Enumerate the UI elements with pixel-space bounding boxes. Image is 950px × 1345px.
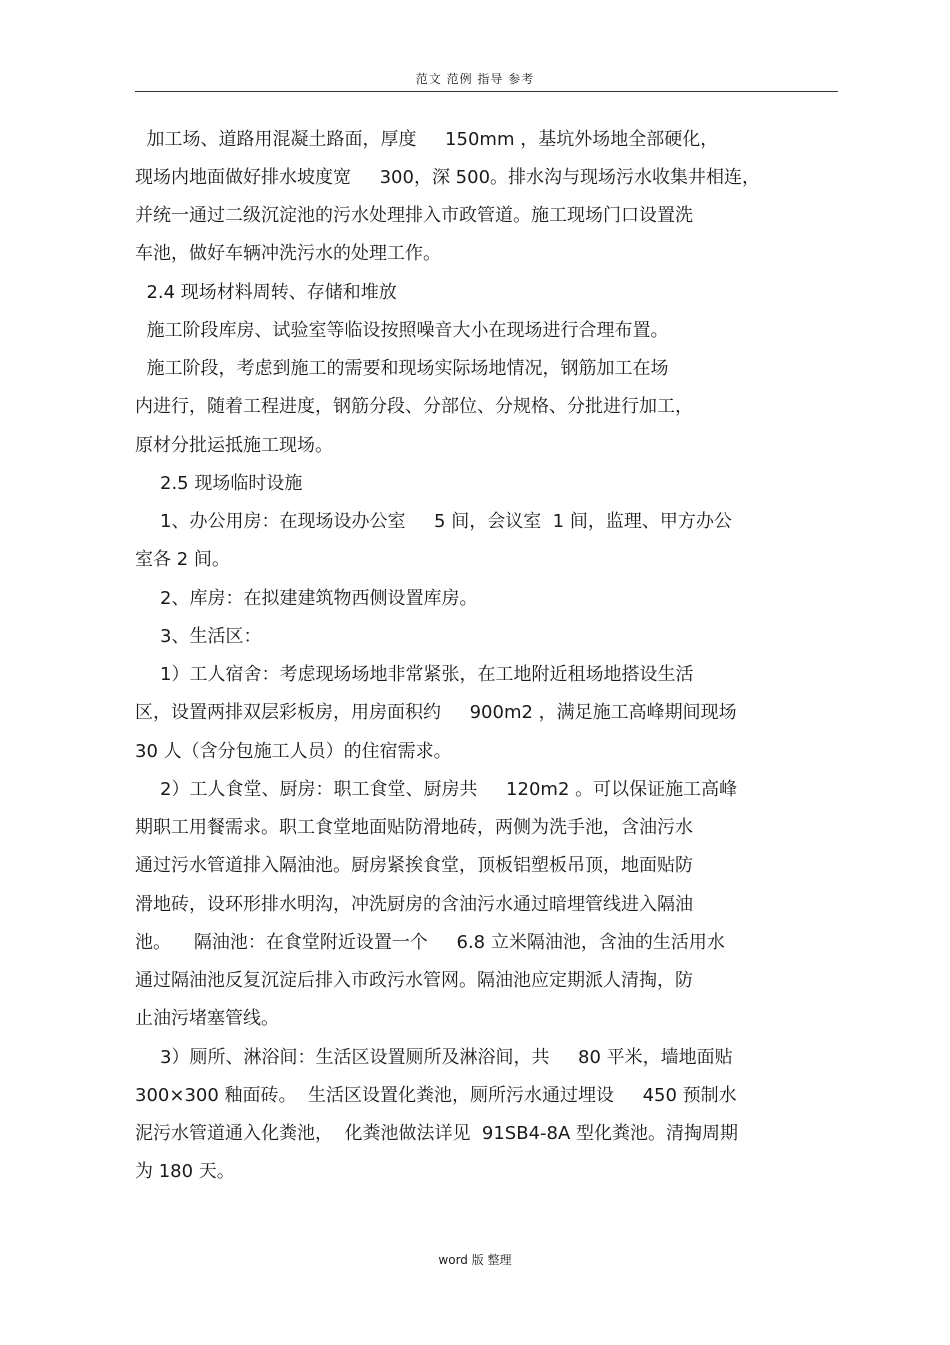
body-line: 1、办公用房：在现场设办公室 5 间，会议室 1 间，监理、甲方办公 [160, 511, 732, 532]
body-line: 车池，做好车辆冲洗污水的处理工作。 [135, 243, 441, 264]
body-line: 内进行，随着工程进度，钢筋分段、分部位、分规格、分批进行加工， [135, 396, 693, 417]
body-line: 通过隔油池反复沉淀后排入市政污水管网。隔油池应定期派人清掏，防 [135, 970, 693, 991]
section-heading-2-4: 2.4 现场材料周转、存储和堆放 [135, 282, 397, 303]
body-line: 3）厕所、淋浴间：生活区设置厕所及淋浴间，共 80 平米，墙地面贴 [160, 1047, 733, 1068]
body-line: 2）工人食堂、厨房：职工食堂、厨房共 120m2 。可以保证施工高峰 [160, 779, 738, 800]
body-line: 现场内地面做好排水坡度宽 300，深 500。排水沟与现场污水收集井相连， [135, 167, 761, 188]
body-line: 通过污水管道排入隔油池。厨房紧挨食堂，顶板铝塑板吊顶，地面贴防 [135, 855, 693, 876]
body-line: 为 180 天。 [135, 1161, 235, 1182]
body-line: 30 人（含分包施工人员）的住宿需求。 [135, 741, 452, 762]
body-line: 3、生活区： [160, 626, 262, 647]
section-heading-2-5: 2.5 现场临时设施 [160, 473, 303, 494]
body-line: 止油污堵塞管线。 [135, 1008, 279, 1029]
body-line: 并统一通过二级沉淀池的污水处理排入市政管道。施工现场门口设置洗 [135, 205, 693, 226]
body-line: 2、库房：在拟建建筑物西侧设置库房。 [160, 588, 478, 609]
body-line: 1）工人宿舍：考虑现场场地非常紧张，在工地附近租场地搭设生活 [160, 664, 694, 685]
body-line: 池。 隔油池：在食堂附近设置一个 6.8 立米隔油池，含油的生活用水 [135, 932, 725, 953]
body-line: 原材分批运抵施工现场。 [135, 435, 333, 456]
body-line: 施工阶段，考虑到施工的需要和现场实际场地情况，钢筋加工在场 [135, 358, 669, 379]
body-line: 滑地砖，设环形排水明沟，冲洗厨房的含油污水通过暗埋管线进入隔油 [135, 894, 693, 915]
body-line: 泥污水管道通入化粪池， 化粪池做法详见 91SB4-8A 型化粪池。清掏周期 [135, 1123, 738, 1144]
body-line: 300×300 釉面砖。 生活区设置化粪池，厕所污水通过埋设 450 预制水 [135, 1085, 737, 1106]
body-line: 加工场、道路用混凝土路面，厚度 150mm ，基坑外场地全部硬化， [135, 129, 719, 150]
header-divider [135, 91, 838, 92]
body-line: 施工阶段库房、试验室等临设按照噪音大小在现场进行合理布置。 [135, 320, 669, 341]
page-footer: word 版 整理 [438, 1253, 512, 1267]
page-header: 范文 范例 指导 参考 [415, 72, 535, 86]
body-line: 期职工用餐需求。职工食堂地面贴防滑地砖，两侧为洗手池，含油污水 [135, 817, 693, 838]
body-line: 室各 2 间。 [135, 549, 230, 570]
body-line: 区，设置两排双层彩板房，用房面积约 900m2 ，满足施工高峰期间现场 [135, 702, 737, 723]
